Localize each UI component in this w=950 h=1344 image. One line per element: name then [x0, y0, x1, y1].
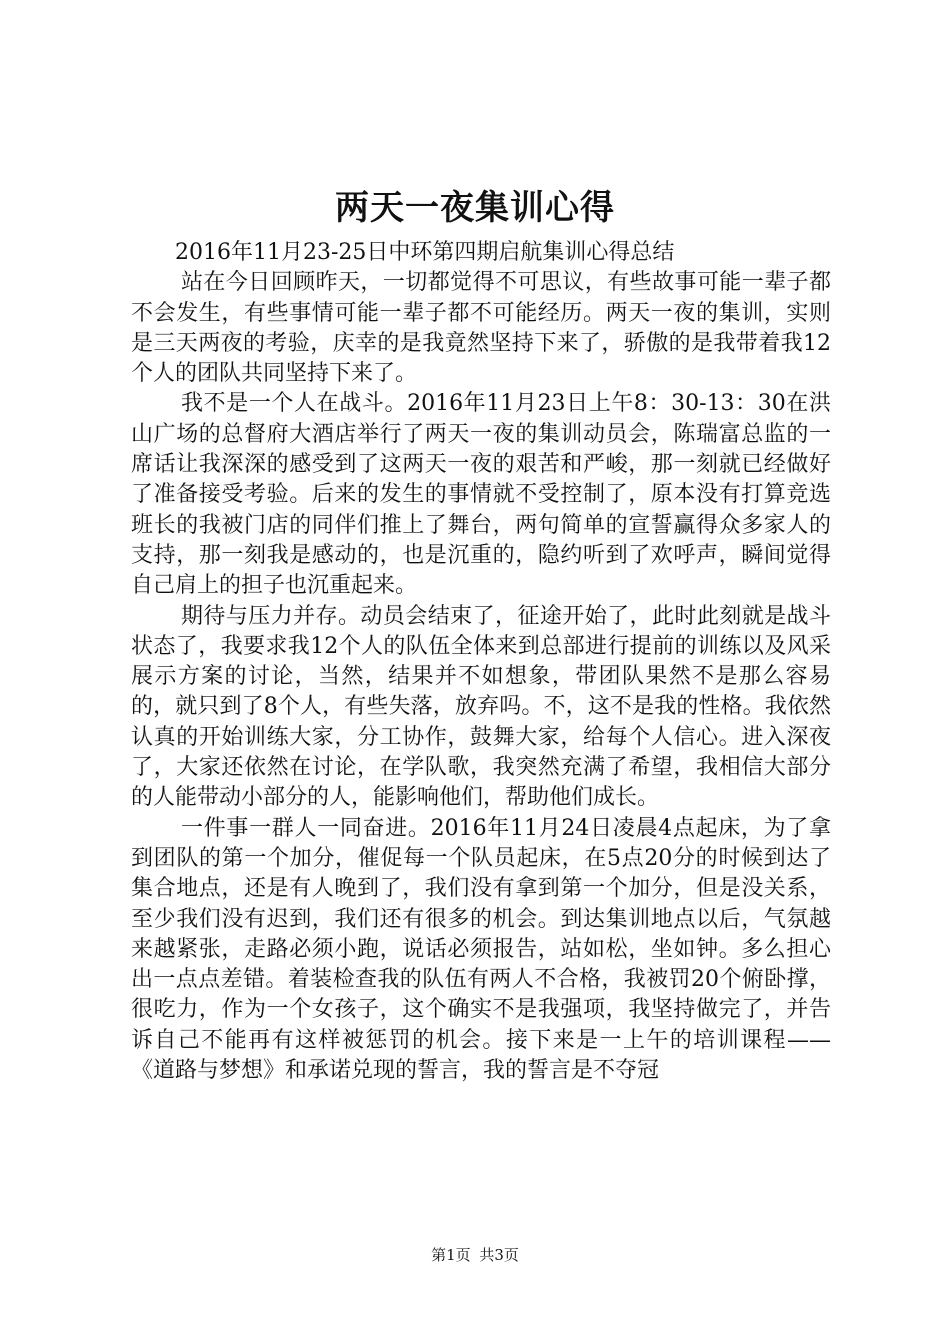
- page-number: 第1页: [431, 1246, 471, 1264]
- document-title: 两天一夜集训心得: [335, 188, 615, 228]
- page-footer: [0, 1245, 950, 1265]
- body-paragraph: 期待与压力并存。动员会结束了，征途开始了，此时此刻就是战斗状态了，我要求我12个人的队伍全体来到总部进行提前的训练以及风采展示方案的讨论，当然，结果并不如想象，带团队果然不是那么容易的，就只到了8个人，有些失落，放弃吗。不，这不是我的性格。我依然认真的开始训练大家，分工协作，鼓舞大家，给每个人信心。进入深夜了，大家还依然在讨论，在学队歌，我突然充满了希望，我相信大部分的人能带动小部分的人，能影响他们，帮助他们成长。: [131, 603, 831, 811]
- body-paragraph: 一件事一群人一同奋进。2016年11月24日凌晨4点起床，为了拿到团队的第一个加分，催促每一个队员起床，在5点20分的时候到达了集合地点，还是有人晚到了，我们没有拿到第一个加分，但是没关系，至少我们没有迟到，我们还有很多的机会。到达集训地点以后，气氛越来越紧张，走路必须小跑，说话必须报告，站如松，坐如钟。多么担心出一点点差错。着装检查我的队伍有两人不合格，我被罚20个俯卧撑，很吃力，作为一个女孩子，这个确实不是我强项，我坚持做完了，并告诉自己不能再有这样被惩罚的机会。接下来是一上午的培训课程——《道路与梦想》和承诺兑现的誓言，我的誓言是不夺冠: [131, 815, 831, 1084]
- document-body: [131, 238, 831, 1086]
- body-paragraph: 站在今日回顾昨天，一切都觉得不可思议，有些故事可能一辈子都不会发生，有些事情可能一辈子都不可能经历。两天一夜的集训，实则是三天两夜的考验，庆幸的是我竟然坚持下来了，骄傲的是我带着我12个人的团队共同坚持下来了。: [131, 270, 831, 387]
- page-total: 共3页: [479, 1246, 519, 1264]
- body-paragraph: 我不是一个人在战斗。2016年11月23日上午8：30-13：30在洪山广场的总督府大酒店举行了两天一夜的集训动员会，陈瑞富总监的一席话让我深深的感受到了这两天一夜的艰苦和严峻，那一刻就已经做好了准备接受考验。后来的发生的事情就不受控制了，原本没有打算竞选班长的我被门店的同伴们推上了舞台，两句简单的宣誓赢得众多家人的支持，那一刻我是感动的，也是沉重的，隐约听到了欢呼声，瞬间觉得自己肩上的担子也沉重起来。: [131, 391, 831, 599]
- document-subtitle: 2016年11月23-25日中环第四期启航集训心得总结: [175, 240, 675, 265]
